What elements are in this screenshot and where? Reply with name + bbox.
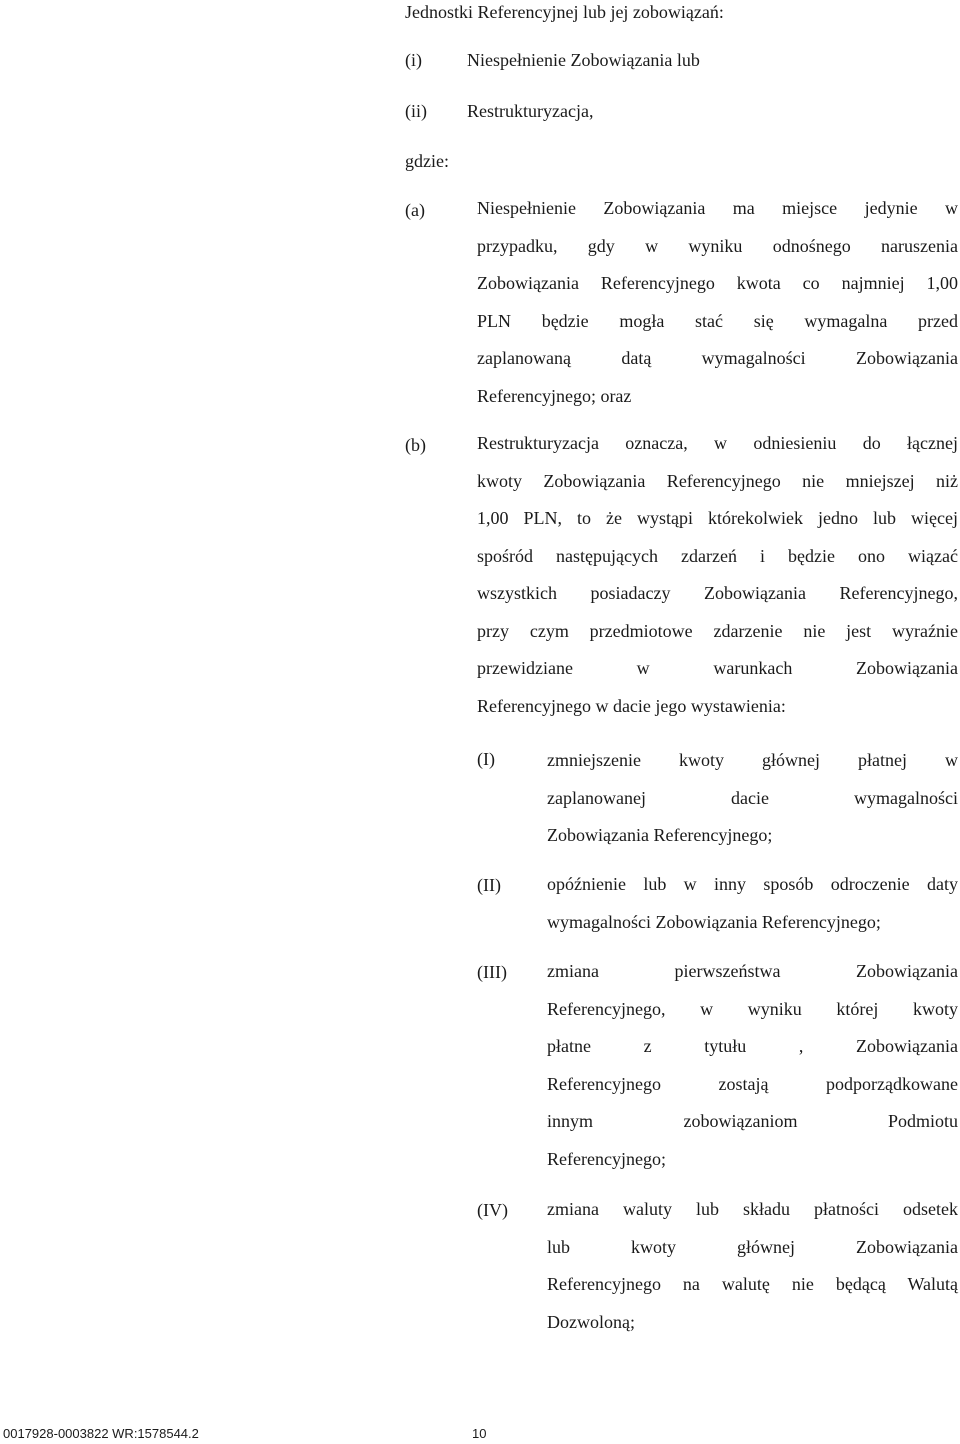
paragraph-line: PLN będzie mogła stać się wymagalna przed [477, 310, 958, 331]
sub-item-paragraph [547, 866, 958, 941]
sub-item-paragraph [547, 1191, 958, 1341]
paragraph-line: zaplanowaną datą wymagalności Zobowiązania [477, 348, 958, 368]
paragraph-line: kwoty Zobowiązania Referencyjnego nie mniejszej niż [477, 470, 958, 491]
paragraph-line: Dozwoloną; [547, 1311, 635, 1332]
paragraph-line: innym zobowiązaniom Podmiotu [547, 1111, 958, 1131]
paragraph-line: Referencyjnego zostają podporządkowane [547, 1073, 958, 1094]
definition-paragraph [477, 190, 958, 415]
paragraph-line: przewidziane w warunkach Zobowiązania [477, 658, 958, 678]
paragraph-line: przypadku, gdy w wyniku odnośnego naruszenia [477, 235, 958, 256]
sub-item-label: (I) [477, 749, 495, 769]
paragraph-line: Zobowiązania Referencyjnego kwota co najmniej 1,00 [477, 273, 958, 293]
paragraph-line: zmniejszenie kwoty głównej płatnej w [547, 750, 958, 770]
paragraph-line: zmiana pierwszeństwa Zobowiązania [547, 961, 958, 981]
footer-doc-id: 0017928-0003822 WR:1578544.2 [3, 1426, 199, 1441]
paragraph-line: zaplanowanej dacie wymagalności [547, 787, 958, 808]
sub-item-label: (IV) [477, 1200, 508, 1220]
paragraph-line: zmiana waluty lub składu płatności odsetek [547, 1199, 958, 1219]
sub-item-label: (III) [477, 962, 507, 982]
where-label: gdzie: [405, 151, 449, 171]
footer-page-number: 10 [472, 1426, 487, 1441]
event-label: (i) [405, 50, 422, 70]
paragraph-line: 1,00 PLN, to że wystąpi którekolwiek jedno lub więcej [477, 508, 958, 528]
paragraph-line: Restrukturyzacja oznacza, w odniesieniu do łącznej [477, 433, 958, 453]
sub-item-label: (II) [477, 875, 501, 895]
paragraph-line: Niespełnienie Zobowiązania ma miejsce jedynie w [477, 198, 958, 218]
paragraph-line: Referencyjnego w dacie jego wystawienia: [477, 695, 786, 716]
sub-item-paragraph [547, 953, 958, 1178]
event-label: (ii) [405, 101, 427, 121]
paragraph-line: przy czym przedmiotowe zdarzenie nie jest wyraźnie [477, 620, 958, 641]
definition-paragraph [477, 425, 958, 725]
paragraph-line: wszystkich posiadaczy Zobowiązania Referencyjnego, [477, 583, 958, 603]
paragraph-line: płatne z tytułu , Zobowiązania [547, 1036, 958, 1056]
paragraph-line: Zobowiązania Referencyjnego; [547, 825, 773, 845]
sub-item-paragraph [547, 742, 958, 855]
intro-text: Jednostki Referencyjnej lub jej zobowiązań: [405, 2, 724, 22]
definition-label: (b) [405, 435, 426, 455]
paragraph-line: opóźnienie lub w inny sposób odroczenie daty [547, 874, 958, 894]
definition-label: (a) [405, 200, 425, 220]
event-text: Restrukturyzacja, [467, 101, 594, 121]
paragraph-line: spośród następujących zdarzeń i będzie ono wiązać [477, 545, 958, 566]
paragraph-line: Referencyjnego; oraz [477, 385, 632, 406]
paragraph-line: wymagalności Zobowiązania Referencyjnego; [547, 911, 881, 932]
paragraph-line: Referencyjnego na walutę nie będącą Walutą [547, 1274, 958, 1294]
paragraph-line: lub kwoty głównej Zobowiązania [547, 1236, 958, 1257]
paragraph-line: Referencyjnego; [547, 1148, 666, 1169]
paragraph-line: Referencyjnego, w wyniku której kwoty [547, 998, 958, 1019]
event-text: Niespełnienie Zobowiązania lub [467, 50, 700, 70]
